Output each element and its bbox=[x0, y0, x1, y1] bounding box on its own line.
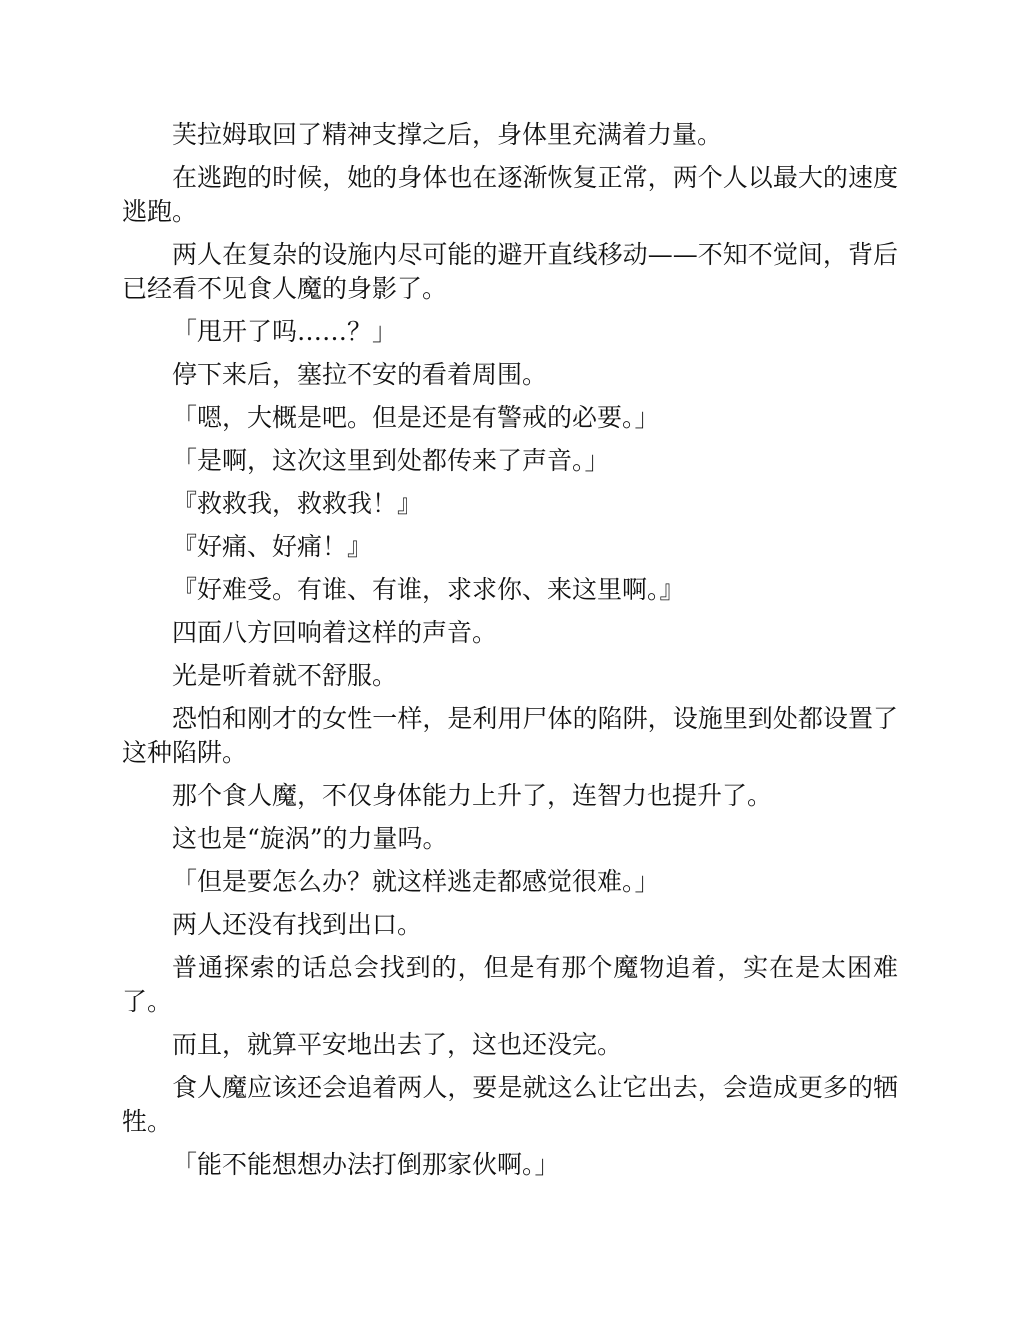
paragraph: 在逃跑的时候，她的身体也在逐渐恢复正常，两个人以最大的速度逃跑。 bbox=[122, 163, 898, 226]
paragraph: 『救救我，救救我！』 bbox=[172, 489, 423, 518]
paragraph: 『好难受。有谁、有谁，求求你、来这里啊。』 bbox=[172, 575, 685, 604]
paragraph: 食人魔应该还会追着两人，要是就这么让它出去，会造成更多的牺牲。 bbox=[122, 1073, 898, 1136]
paragraph: 「能不能想想办法打倒那家伙啊。」 bbox=[172, 1150, 560, 1179]
paragraph: 那个食人魔，不仅身体能力上升了，连智力也提升了。 bbox=[172, 781, 773, 810]
paragraph: 光是听着就不舒服。 bbox=[172, 661, 398, 690]
paragraph: 普通探索的话总会找到的，但是有那个魔物追着，实在是太困难了。 bbox=[122, 953, 898, 1016]
paragraph: 恐怕和刚才的女性一样，是利用尸体的陷阱，设施里到处都设置了这种陷阱。 bbox=[122, 704, 898, 767]
paragraph: 两人在复杂的设施内尽可能的避开直线移动——不知不觉间，背后已经看不见食人魔的身影了。 bbox=[122, 240, 898, 303]
paragraph: 「嗯，大概是吧。但是还是有警戒的必要。」 bbox=[172, 403, 660, 432]
paragraph: 两人还没有找到出口。 bbox=[172, 910, 423, 939]
paragraph: 芙拉姆取回了精神支撑之后，身体里充满着力量。 bbox=[172, 120, 723, 149]
paragraph: 这也是“旋涡”的力量吗。 bbox=[172, 824, 448, 853]
paragraph: 四面八方回响着这样的声音。 bbox=[172, 618, 498, 647]
paragraph: 『好痛、好痛！』 bbox=[172, 532, 373, 561]
paragraph: 停下来后，塞拉不安的看着周围。 bbox=[172, 360, 548, 389]
paragraph: 而且，就算平安地出去了，这也还没完。 bbox=[172, 1030, 623, 1059]
paragraph: 「是啊，这次这里到处都传来了声音。」 bbox=[172, 446, 610, 475]
paragraph: 「甩开了吗……？」 bbox=[172, 317, 398, 346]
document-page bbox=[122, 118, 898, 1191]
paragraph: 「但是要怎么办？就这样逃走都感觉很难。」 bbox=[172, 867, 660, 896]
